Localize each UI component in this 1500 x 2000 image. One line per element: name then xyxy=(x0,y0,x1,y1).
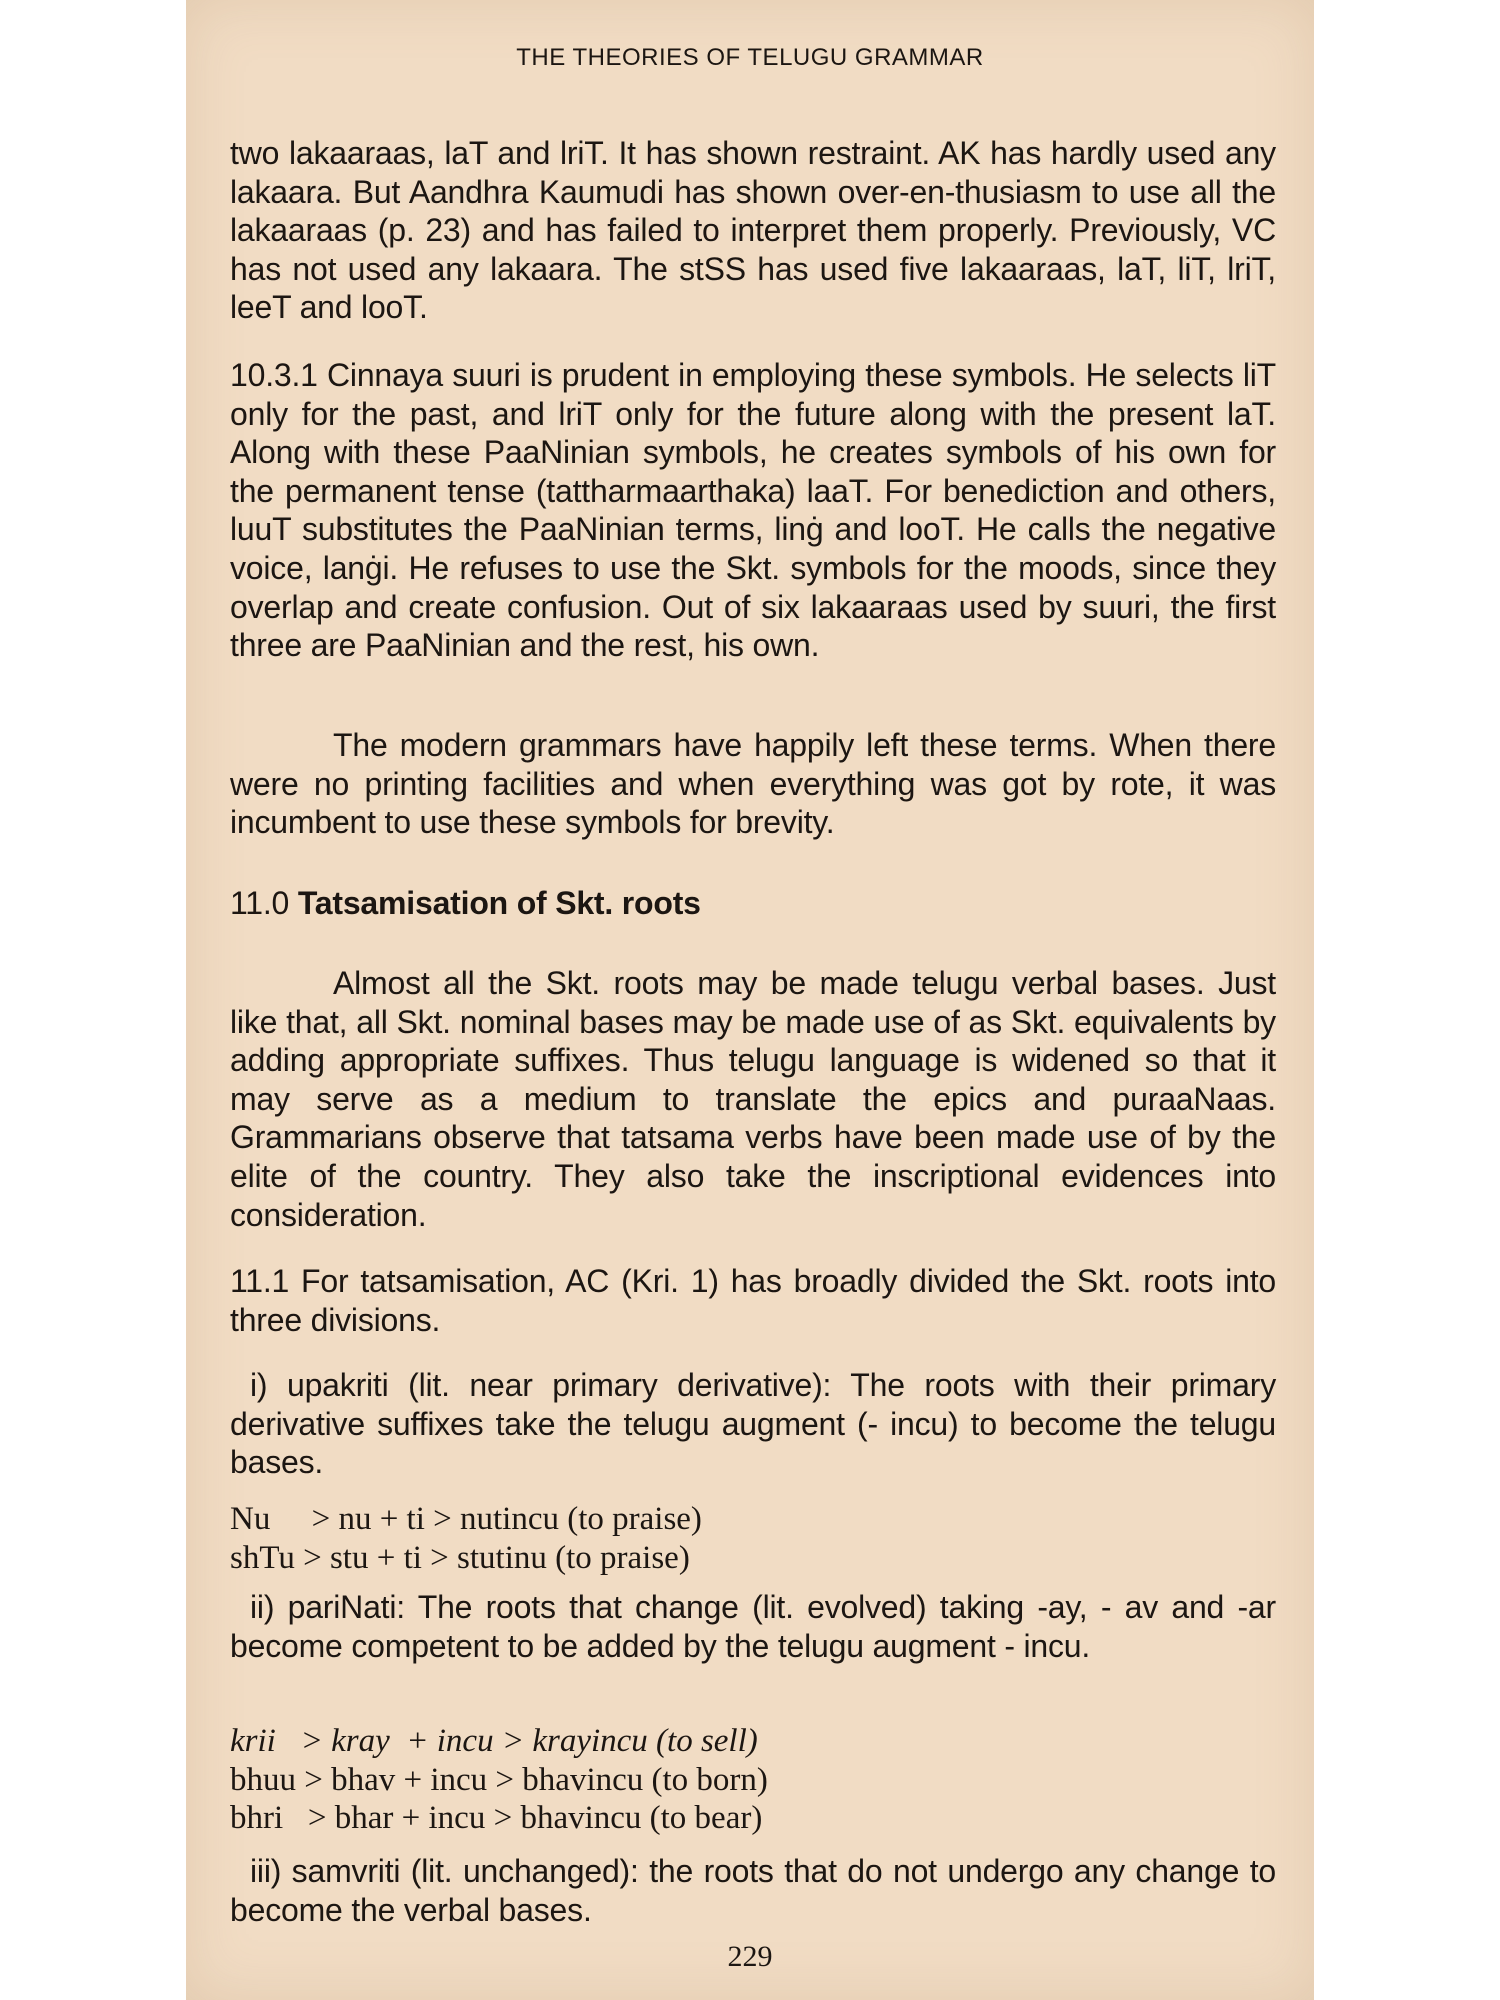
example-row: shTu > stu + ti > stutinu (to praise) xyxy=(230,1539,690,1576)
example-row: krii > kray + incu > krayincu (to sell) xyxy=(230,1723,758,1759)
paragraph-text: 11.1 For tatsamisation, AC (Kri. 1) has broadly divided the Skt. roots into three divisions. xyxy=(230,1263,1276,1338)
examples-parinati xyxy=(230,1722,768,1838)
example-row: Nu > nu + ti > nutincu (to praise) xyxy=(230,1501,702,1537)
section-number: 11.0 xyxy=(230,885,290,921)
paragraph-text: ii) pariNati: The roots that change (lit. evolved) taking -ay, - av and -ar become competent to be added by the telugu augment - incu. xyxy=(230,1589,1276,1664)
examples-upakriti xyxy=(230,1500,702,1577)
paragraph-text: iii) samvriti (lit. unchanged): the roots that do not undergo any change to become the verbal bases. xyxy=(230,1853,1276,1928)
paragraph-tatsamisation xyxy=(230,964,1276,1234)
paragraph-text: Almost all the Skt. roots may be made telugu verbal bases. Just like that, all Skt. nominal bases may be made use of as Skt. equivalents by adding appropriate suffixes. Thus telugu language is widened so that it may serve as a medium to translate the epics and puraaNaas. Grammarians observe that tatsama verbs have been made use of by the elite of the country. They also take the inscriptional evidences into consideration. xyxy=(230,965,1276,1233)
page-number: 229 xyxy=(727,1940,773,1973)
list-item-parinati xyxy=(230,1588,1276,1665)
paragraph-10-3-1 xyxy=(230,356,1276,665)
paragraph-text: 10.3.1 Cinnaya suuri is prudent in employing these symbols. He selects liT only for the past, and lriT only for the future along with the present laT. Along with these PaaNinian symbols, he creates symbols of his own for the permanent tense (tattharmaarthaka) laaT. For benediction and others, luuT substitutes the PaaNinian terms, linġ and looT. He calls the negative voice, lanġi. He refuses to use the Skt. symbols for the moods, since they overlap and create confusion. Out of six lakaaraas used by suuri, the first three are PaaNinian and the rest, his own. xyxy=(230,357,1276,664)
list-item-upakriti xyxy=(230,1366,1276,1482)
section-title: Tatsamisation of Skt. roots xyxy=(297,885,701,921)
list-item-samvriti xyxy=(230,1852,1276,1929)
section-heading xyxy=(230,884,1276,923)
example-row: bhri > bhar + incu > bhavincu (to bear) xyxy=(230,1800,763,1836)
paragraph-text: i) upakriti (lit. near primary derivative): The roots with their primary derivative suffixes take the telugu augment (- incu) to become the telugu bases. xyxy=(230,1367,1276,1481)
book-page xyxy=(186,0,1314,2000)
paragraph-lakaaraas xyxy=(230,134,1276,327)
example-row: bhuu > bhav + incu > bhavincu (to born) xyxy=(230,1761,768,1798)
paragraph-text: The modern grammars have happily left these terms. When there were no printing facilities and when everything was got by rote, it was incumbent to use these symbols for brevity. xyxy=(230,727,1276,841)
paragraph-text: two lakaaraas, laT and lriT. It has shown restraint. AK has hardly used any lakaara. But Aandhra Kaumudi has shown over-en-thusiasm to use all the lakaaraas (p. 23) and has failed to interpret them properly. Previously, VC has not used any lakaara. The stSS has used five lakaaraas, laT, liT, lriT, leeT and looT. xyxy=(230,135,1276,326)
paragraph-11-1 xyxy=(230,1262,1276,1339)
paragraph-modern-grammars xyxy=(230,726,1276,842)
running-header: THE THEORIES OF TELUGU GRAMMAR xyxy=(516,44,984,71)
